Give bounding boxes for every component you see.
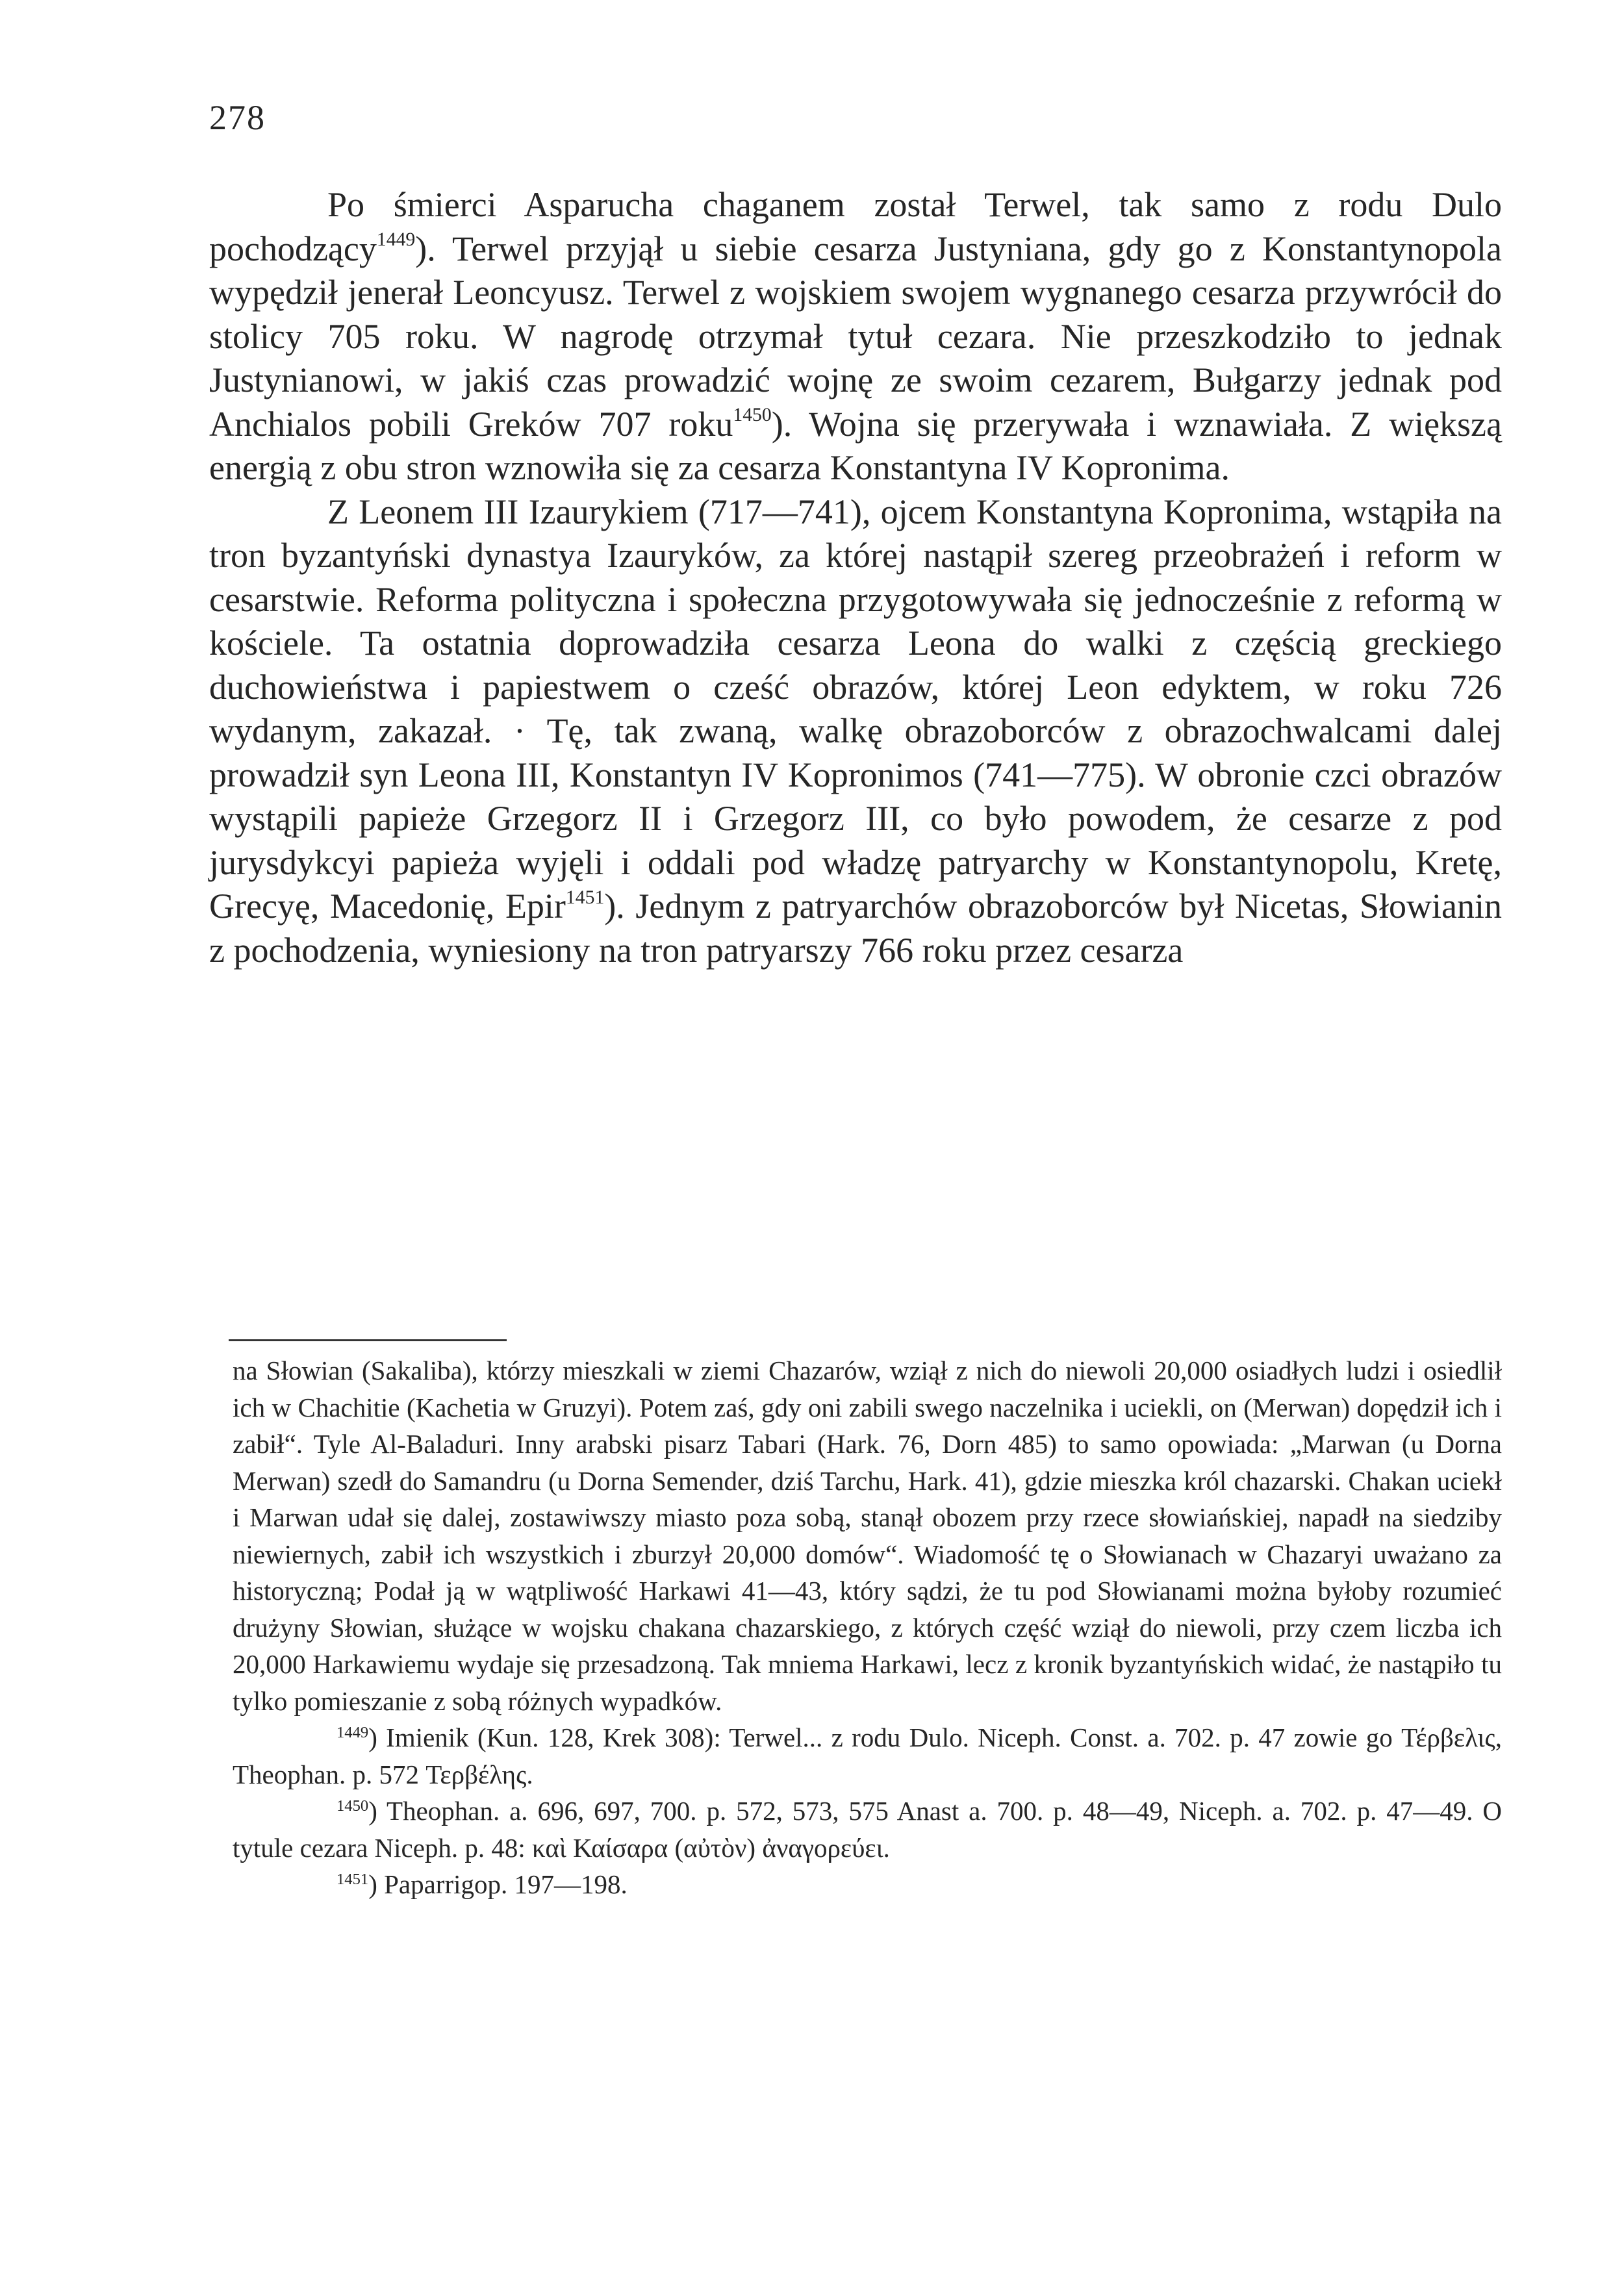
footnotes (233, 1352, 1502, 1903)
footnote-1450: $^{1450}$) Theophan. a. 696, 697, 700. p. 572, 573, 575 Anast a. 700. p. 48—49, Niceph. a. 702. p. 47—49. O tytule cezara Niceph. p. 48: καὶ Καίσαρα (αὐτὸν) ἀναγορεύει. (233, 1796, 1502, 1863)
main-text (209, 183, 1502, 972)
footnote-1451: $^{1451}$) Paparrigop. 197—198. (336, 1869, 628, 1899)
page-number: 278 (209, 98, 266, 137)
footnote-1449: $^{1449}$) Imienik (Kun. 128, Krek 308): Terwel... z rodu Dulo. Niceph. Const. a. 702. p. 47 zowie go Τέρβελις, Theophan. p. 572 Τερβέλης. (233, 1722, 1502, 1789)
footnote-ref-1451: 1451 (565, 887, 605, 908)
main-paragraph-2: Z Leonem III Izaurykiem (717—741), ojcem Konstantyna Kopronima, wstąpiła na tron byzantyński dynastya Izauryków, za której nastąpił szereg przeobrażeń i reform w cesarstwie. Reforma polityczna i społeczna przygotowywała się jednocześnie z reformą w kościele. Ta ostatnia doprowadziła cesarza Leona do walki z częścią greckiego duchowieństwa i papiestwem o cześć obrazów, której Leon edyktem, w roku 726 wydanym, zakazał. · Tę, tak zwaną, walkę obrazoborców z obrazochwalcami dalej prowadził syn Leona III, Konstantyn IV Kopronimos (741—775). W obronie czci obrazów wystąpili papieże Grzegorz II i Grzegorz III, co było powodem, że cesarze z pod jurysdykcyi papieża wyjęli i oddali pod władzę patryarchy w Konstantynopolu, Kretę, Grecyę, Macedonię, Epir$^{1451}$). Jednym z patryarchów obrazoborców był Nicetas, Słowianin z pochodzenia, wyniesiony na tron patryarszy 766 roku przez cesarza (209, 492, 1502, 970)
footnote-separator (229, 1339, 507, 1341)
footnote-continuation: na Słowian (Sakaliba), którzy mieszkali w ziemi Chazarów, wziął z nich do niewoli 20,000 osiadłych ludzi i osiedlił ich w Chachitie (Kachetia w Gruzyi). Potem zaś, gdy oni zabili swego naczelnika i uciekli, on (Merwan) dopędził ich i zabił“. Tyle Al-Baladuri. Inny arabski pisarz Tabari (Hark. 76, Dorn 485) to samo opowiada: „Marwan (u Dorna Merwan) szedł do Samandru (u Dorna Semender, dziś Tarchu, Hark. 41), gdzie mieszka król chazarski. Chakan uciekł i Marwan udał się dalej, zostawiwszy miasto poza sobą, stanął obozem przy rzece słowiańskiej, napadł na siedziby niewiernych, zabił ich wszystkich i zburzył 20,000 domów“. Wiadomość tę o Słowianach w Chazaryi uważano za historyczną; Podał ją w wątpliwość Harkawi 41—43, który sądzi, że tu pod Słowianami można byłoby rozumieć drużyny Słowian, służące w wojsku chakana chazarskiego, z których część wziął do niewoli, przy czem liczba ich 20,000 Harkawiemu wydaje się przesadzoną. Tak mniema Harkawi, lecz z kronik byzantyńskich widać, że nastąpiło tu tylko pomieszanie z sobą różnych wypadków. (233, 1356, 1502, 1716)
footnote-ref-1449: 1449 (376, 229, 416, 251)
main-paragraph-1: Po śmierci Asparucha chaganem został Terwel, tak samo z rodu Dulo pochodzący$^{1449}$). Terwel przyjął u siebie cesarza Justyniana, gdy go z Konstantynopola wypędził jenerał Leoncyusz. Terwel z wojskiem swojem wygnanego cesarza przywrócił do stolicy 705 roku. W nagrodę otrzymał tytuł cezara. Nie przeszkodziło to jednak Justynianowi, w jakiś czas prowadzić wojnę ze swoim cezarem, Bułgarzy jednak pod Anchialos pobili Greków 707 roku$^{1450}$). Wojna się przerywała i wznawiała. Z większą energią z obu stron wznowiła się za cesarza Konstantyna IV Kopronima. (209, 185, 1502, 487)
footnote-ref-1450: 1450 (733, 405, 772, 426)
